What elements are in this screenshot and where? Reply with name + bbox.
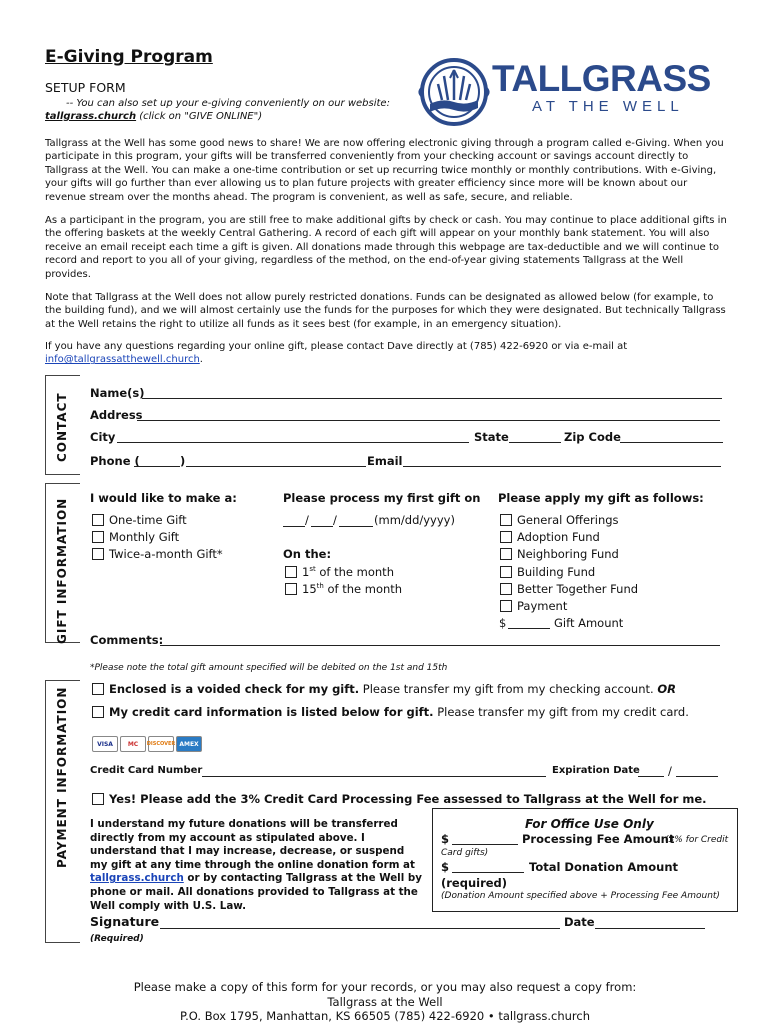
understand-website-link[interactable]: tallgrass.church: [90, 872, 184, 885]
discover-icon: DISCOVER: [148, 736, 174, 752]
contact-section-label: CONTACT: [55, 392, 69, 462]
building-fund-checkbox[interactable]: [500, 566, 512, 578]
tallgrass-logo-icon: [414, 52, 494, 132]
apply-gift-label: Please apply my gift as follows:: [498, 491, 704, 505]
on-the-label: On the:: [283, 547, 332, 561]
visa-icon: VISA: [92, 736, 118, 752]
website-link[interactable]: tallgrass.church: [45, 111, 137, 122]
page-title: E-Giving Program: [45, 47, 213, 67]
card-number-field[interactable]: [202, 776, 546, 777]
dollar-sign: $: [499, 616, 507, 630]
address-label: Address: [90, 408, 143, 422]
processing-fee-checkbox[interactable]: [92, 793, 104, 805]
general-offerings-option: General Offerings: [517, 513, 619, 527]
mastercard-icon: MC: [120, 736, 146, 752]
make-gift-label: I would like to make a:: [90, 491, 237, 505]
first-of-month-checkbox[interactable]: [285, 566, 297, 578]
names-label: Name(s): [90, 386, 145, 400]
signature-required-label: (Required): [90, 934, 144, 944]
signature-date-label: Date: [564, 915, 595, 929]
total-donation-amount-field[interactable]: [452, 872, 524, 873]
gift-section-label: GIFT INFORMATION: [55, 497, 69, 644]
footer-org-name: Tallgrass at the Well: [327, 995, 443, 1009]
credit-card-checkbox[interactable]: [92, 706, 104, 718]
fifteenth-of-month-checkbox[interactable]: [285, 583, 297, 595]
city-label: City: [90, 430, 116, 444]
address-field[interactable]: [137, 420, 720, 421]
signature-label: Signature: [90, 914, 160, 929]
phone-field[interactable]: [186, 466, 366, 467]
state-field[interactable]: [509, 442, 561, 443]
date-format-hint: (mm/dd/yyyy): [374, 513, 455, 527]
amex-icon: AMEX: [176, 736, 202, 752]
zip-field[interactable]: [620, 442, 723, 443]
gift-amount-field[interactable]: [508, 628, 550, 629]
total-required-label: (required): [441, 876, 508, 890]
building-fund-option: Building Fund: [517, 565, 596, 579]
office-use-title: For Office Use Only: [525, 817, 654, 831]
general-offerings-checkbox[interactable]: [500, 514, 512, 526]
voided-check-checkbox[interactable]: [92, 683, 104, 695]
adoption-fund-option: Adoption Fund: [517, 530, 600, 544]
processing-fee-amount-label: Processing Fee Amount: [522, 832, 675, 846]
intro-paragraph-2: As a participant in the program, you are still free to make additional gifts by check or cash. You may continue to place additional gifts in the offering baskets at the weekly Central Gathering. A record of each gift will appear on your monthly bank statement. You will also receive an email receipt each time a gift is given. All donations made through this webpage are tax-deductible and we will continue to record and report to you all of your giving, regardless of the method, on the end-of-year giving statements Tallgrass at the Well provides.: [45, 215, 727, 280]
payment-section-label: PAYMENT INFORMATION: [55, 686, 69, 868]
fifteenth-of-month-option: 15th of the month: [302, 582, 403, 596]
total-donation-note: (Donation Amount specified above + Processing Fee Amount): [441, 891, 720, 901]
better-together-fund-option: Better Together Fund: [517, 582, 639, 596]
expiration-label: Expiration Date: [552, 765, 640, 776]
authorization-statement: I understand my future donations will be transferred directly from my account as stipulated above. I understand that I may increase, decrease, or suspend my gift at any time through the online donation form at tallgrass.church or by contacting Tallgrass at the Well by phone or mail. All donations provided to Tallgrass at the Well comply with U.S. Law.: [90, 818, 422, 912]
first-gift-month-field[interactable]: [283, 526, 305, 527]
twice-month-footnote: *Please note the total gift amount specified will be debited on the 1st and 15th: [90, 663, 448, 673]
phone-label: Phone (: [90, 454, 140, 468]
payment-checkbox[interactable]: [500, 600, 512, 612]
comments-label: Comments:: [90, 633, 164, 647]
monthly-option: Monthly Gift: [109, 530, 180, 544]
intro-paragraph-4: If you have any questions regarding your online gift, please contact Dave directly at (785) 422-6920 or via e-mail at info@tallgrassatthewell.church.: [45, 341, 628, 366]
logo-tagline: AT THE WELL: [532, 98, 684, 115]
process-gift-label: Please process my first gift on: [283, 491, 481, 505]
monthly-checkbox[interactable]: [92, 531, 104, 543]
footer-copy-note: Please make a copy of this form for your records, or you may also request a copy from:: [133, 980, 637, 994]
intro-paragraph-1: Tallgrass at the Well has some good news to share! We are now offering electronic giving through a program called e-Giving. When you participate in this program, your gifts will be transferred conveniently from your checking account or savings account directly to Tallgrass at the Well. You can make a one-time contribution or set up recurring twice monthly or monthly contributions. With e-Giving, your gifts will go further than ever allowing us to plan future projects with greater efficiency since more will be known about our revenue stream over the months ahead. The program is convenient, as well as safe, secure, and reliable.: [45, 138, 724, 203]
first-gift-day-field[interactable]: [311, 526, 333, 527]
signature-date-field[interactable]: [595, 928, 705, 929]
city-field[interactable]: [117, 442, 469, 443]
voided-check-option: Enclosed is a voided check for my gift. Please transfer my gift from my checking account. OR: [109, 682, 676, 696]
office-dollar-1: $: [441, 832, 450, 846]
one-time-checkbox[interactable]: [92, 514, 104, 526]
processing-fee-note: (3% for Credit Card gifts): [441, 835, 729, 858]
adoption-fund-checkbox[interactable]: [500, 531, 512, 543]
twice-month-checkbox[interactable]: [92, 548, 104, 560]
expiration-year-field[interactable]: [676, 776, 718, 777]
processing-fee-option: Yes! Please add the 3% Credit Card Processing Fee assessed to Tallgrass at the Well for me.: [109, 792, 707, 806]
online-note: -- You can also set up your e-giving conveniently on our website:: [66, 98, 390, 109]
better-together-fund-checkbox[interactable]: [500, 583, 512, 595]
phone-area-field[interactable]: [134, 466, 180, 467]
neighboring-fund-checkbox[interactable]: [500, 548, 512, 560]
signature-field[interactable]: [160, 928, 560, 929]
names-field[interactable]: [142, 398, 722, 399]
contact-email-link[interactable]: info@tallgrassatthewell.church: [45, 354, 200, 366]
email-label: Email: [367, 454, 403, 468]
logo-name: TALLGRASS: [492, 58, 711, 99]
first-of-month-option: 1st of the month: [302, 565, 394, 579]
first-gift-year-field[interactable]: [339, 526, 373, 527]
card-number-label: Credit Card Number: [90, 765, 203, 776]
website-note: tallgrass.church (click on "GIVE ONLINE"): [45, 111, 263, 122]
credit-card-option: My credit card information is listed below for gift. Please transfer my gift from my credit card.: [109, 705, 689, 719]
total-donation-amount-label: Total Donation Amount: [529, 860, 679, 874]
expiration-month-field[interactable]: [638, 776, 664, 777]
comments-field[interactable]: [160, 645, 720, 646]
office-dollar-2: $: [441, 860, 450, 874]
twice-month-option: Twice-a-month Gift*: [109, 547, 223, 561]
one-time-option: One-time Gift: [109, 513, 187, 527]
setup-form-heading: SETUP FORM: [45, 80, 126, 95]
state-label: State: [474, 430, 509, 444]
neighboring-fund-option: Neighboring Fund: [517, 547, 619, 561]
intro-paragraph-3: Note that Tallgrass at the Well does not allow purely restricted donations. Funds can be designated as allowed below (for example, to the building fund), and we will almost certainly use the funds for the purposes for which they were designated. But technically Tallgrass at the Well retains the right to utilize all funds as it sees best (for example, in an emergency situation).: [45, 292, 726, 330]
payment-option: Payment: [517, 599, 568, 613]
email-field[interactable]: [403, 466, 721, 467]
zip-label: Zip Code: [564, 430, 621, 444]
gift-amount-label: Gift Amount: [554, 616, 624, 630]
footer-address: P.O. Box 1795, Manhattan, KS 66505 (785) 422-6920 • tallgrass.church: [180, 1009, 590, 1023]
